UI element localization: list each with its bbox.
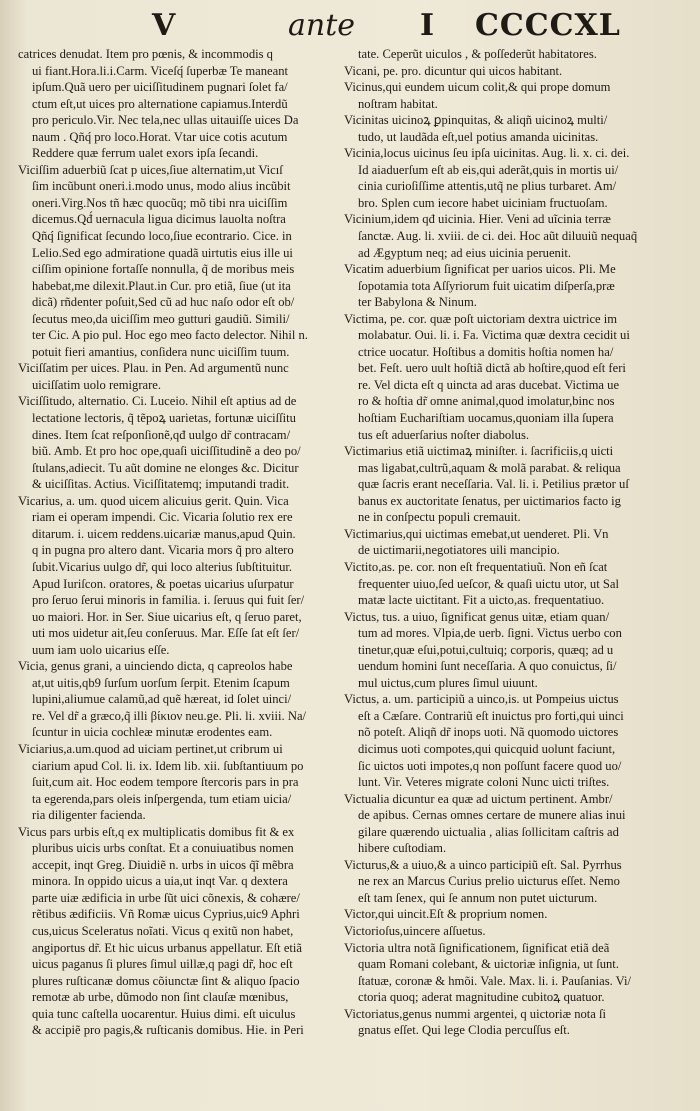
text-line: ctum eſt,ut uices pro alternatione capiamus.Interdũ	[32, 96, 288, 111]
text-line: ciſſim opinione fortaſſe nonnulla, q̃ de moribus meis	[32, 262, 295, 277]
text-line: hibere cuſtodiam.	[358, 841, 447, 856]
left-column	[18, 46, 336, 1039]
text-line: lupini,aliumue calamũ,ad quẽ hæreat, id ſolet uinci/	[32, 692, 292, 707]
text-line: ui fiant.Hora.li.i.Carm. Viceſq́ ſuperbæ Te maneant	[32, 63, 289, 78]
text-line: potuit fieri amantius, conſidera nunc uiciſſim tuum.	[32, 344, 290, 359]
text-line: ſic uictos uoti impotes,q non poſſunt facere quod uo/	[358, 758, 622, 773]
text-line: bro. Splen cum iecore habet uiciniam fructuoſam.	[358, 195, 608, 210]
text-line: uum iam uolo uicarius eſſe.	[32, 642, 170, 657]
text-line: ditarum. i. uicem reddens.uicariæ manus,apud Quin.	[32, 526, 296, 541]
text-line: ſtatuæ, coronæ & hmõi. Vale. Max. li. i. Pauſanias. Vi/	[358, 973, 632, 988]
text-line: ne in conſpectu populi cremauit.	[358, 510, 521, 525]
text-line: hoſtiam Euchariſtiam uocamus,quoniam illa ſupera	[358, 411, 614, 426]
text-line: plures ruſticanæ domus cõiunctæ ſint & aliquo ſpacio	[32, 973, 300, 988]
text-line: dicimus uoti compotes,qui quicquid uolunt faciunt,	[358, 741, 616, 756]
text-line: Qñq́ ſignificat ſecundo loco,ſiue econtrario. Cice. in	[32, 229, 292, 244]
text-line: Victorioſus,uincere aſſuetus.	[344, 923, 486, 938]
text-line: parte uiæ ædificia in urbe ſũt uici cõnexis, & cohære/	[32, 890, 300, 905]
text-line: Victito,as. pe. cor. non eſt frequentatiuũ. Non eñ ſcat	[344, 559, 608, 574]
text-line: noſtram habitat.	[358, 96, 438, 111]
text-line: eſt tam ſenex, qui ſe annum non putet uicturum.	[358, 890, 598, 905]
text-line: de uictimarii,negotiatores uili mancipio.	[358, 543, 560, 558]
text-line: uendum homini ſunt neceſſaria. A quo conuictus, ſi/	[358, 659, 617, 674]
text-line: quæ ſacris erant neceſſaria. Val. li. i. Petilius prætor uſ	[358, 477, 629, 492]
text-line: Viciſſitudo, alternatio. Ci. Luceio. Nihil eſt aptius ad de	[18, 394, 297, 409]
text-line: ſubit.Vicarius uulgo dr̃, qui loco alterius ſubſtituitur.	[32, 559, 293, 574]
text-line: rẽtibus ædificiis. Vñ Romæ uicus Cyprius,uic9 Aphri	[32, 907, 300, 922]
text-line: Victus, tus. a uiuo, ſignificat genus uitæ, etiam quan/	[344, 609, 610, 624]
text-line: ter Cic. A pio pul. Hoc ego meo facto delector. Nihil n.	[32, 328, 308, 343]
text-line: Victoriatus,genus nummi argentei, q uictoriæ nota ſi	[344, 1006, 607, 1021]
text-line: dicã) rñdenter poſuit,Sed cũ ad huc naſo odor eſt ob/	[32, 295, 295, 310]
text-line: Viciarius,a.um.quod ad uiciam pertinet,ut cribrum ui	[18, 741, 283, 756]
header-letter-right: I	[420, 8, 435, 43]
text-line: Vicani, pe. pro. dicuntur qui uicos habitant.	[344, 63, 563, 78]
text-line: Vicinium,idem qđ uicinia. Hier. Veni ad uĩcinia terræ	[344, 212, 611, 227]
text-line: quia tunc caſtella uocarentur. Huius dimi. eſt uiculus	[32, 1006, 296, 1021]
text-line: ter Babylona & Ninum.	[358, 295, 477, 310]
text-line: re. Vel dicta eſt q uincta ad aras ducebat. Victima ue	[358, 377, 620, 392]
text-line: Reddere quæ ferrum ualet exors ipſa ſecandi.	[32, 146, 259, 161]
text-line: Viciſſim aduerbiũ ſcat p uices,ſiue alternatim,ut Vicıſ	[18, 162, 283, 177]
text-line: ſcuntur in uicia cochleæ minutæ erodentes eam.	[32, 725, 273, 740]
text-line: dines. Item ſcat reſponſionẽ,qđ uulgo dr̃ contracam/	[32, 427, 291, 442]
text-line: pro periculo.Vir. Nec tela,nec ullas uitauiſſe uices Da	[32, 113, 299, 128]
text-line: ſanctæ. Aug. li. xviii. de ci. dei. Hoc aũt diluuiũ nequaq̃	[358, 229, 638, 244]
text-line: ne rex an Marcus Curius prelio uicturus eſſet. Nemo	[358, 874, 620, 889]
text-line: Vicus pars urbis eſt,q ex multiplicatis domibus fit & ex	[18, 824, 295, 839]
text-line: Viciſſatim per uices. Plau. in Pen. Ad argumentũ nunc	[18, 361, 289, 376]
text-line: tate. Ceperũt uiculos , & poſſederũt habitatores.	[358, 47, 597, 61]
text-line: ipſum.Quã uero per uiciſſitudinem pugnari ſolet fa/	[32, 80, 288, 95]
text-line: Vicinitas uicinoꝝ ꝑpinquitas, & aliqñ uicinoꝝ multi/	[344, 113, 608, 128]
text-line: ſuit,cum ait. Hoc eodem tempore ſtercoris pars in pra	[32, 775, 299, 790]
text-line: dicemus.Qđ́ uernacula ligua dicimus lauolta noſtra	[32, 212, 286, 227]
text-line: riam ei operam impendi. Cic. Vicaria ſolutio rex ere	[32, 510, 293, 525]
text-line: uti mos uidetur ait,ſeu conſeruus. Mar. Eſſe ſat eſt ſer/	[32, 626, 300, 641]
text-line: ctrice uocatur. Hoſtibus a domitis hoſtia nomen ha/	[358, 344, 614, 359]
text-line: uo maiori. Hor. in Ser. Siue uicarius eſt, q ſeruo paret,	[32, 609, 302, 624]
text-line: naum . Qñq́ pro loco.Horat. Vtar uice cotis acutum	[32, 129, 288, 144]
text-line: ciarium apud Col. li. ix. Idem lib. xii. ſubſtantiuum po	[32, 758, 304, 773]
text-line: nõ poteſt. Aliqñ dr̃ inops uoti. Nã quomodo uictores	[358, 725, 619, 740]
text-line: Victimarius,qui uictimas emebat,ut uenderet. Pli. Vn	[344, 526, 609, 541]
text-line: Victoria ultra notã ſignificationem, ſignificat etiã deã	[344, 940, 610, 955]
text-line: & accipiẽ pro pagis,& ruſticanis domibus. Hie. in Peri	[32, 1023, 304, 1038]
text-line: Victima, pe. cor. quæ poſt uictoriam dextra uictrice im	[344, 311, 618, 326]
running-head: ante	[288, 8, 356, 43]
text-line: tudo, ut laudãda eſt,uel potius amanda uicinitas.	[358, 129, 599, 144]
text-line: gilare quærendo uictualia , alias ſollicitam caſtris ad	[358, 824, 619, 839]
text-line: ſtulans,adiecit. Tu aũt domine ne elonges &c. Dicitur	[32, 460, 299, 475]
page-header	[0, 8, 700, 50]
text-line: Apud Iuriſcon. oratores, & poetas uicarius uſurpatur	[32, 576, 294, 591]
text-line: banus ex auctoritate ſenatus, per uictimarios facto ig	[358, 493, 621, 508]
text-line: tus eſt aduerſarius noſter diabolus.	[358, 427, 530, 442]
text-line: accepit, inqt Greg. Diuidiẽ n. urbs in uicos q̃ĩ mẽbra	[32, 857, 294, 872]
text-line: Vicia, genus grani, a uinciendo dicta, q capreolos habe	[18, 659, 293, 674]
text-line: tum ad mores. Vlpia,de uerb. ſigni. Victus uerbo con	[358, 626, 622, 641]
right-column	[344, 46, 682, 1039]
text-line: biũ. Amb. Et pro hoc ope,quaſi uiciſſitudinẽ a deo po/	[32, 444, 301, 459]
text-line: gnatus eſſet. Qui lege Clodia percuſſus eſt.	[358, 1023, 570, 1038]
text-line: mas ligabat,cultrũ,aquam & molã parabat. & reliqua	[358, 460, 621, 475]
text-line: Victus, a. um. participiũ a uinco,is. ut Pompeius uictus	[344, 692, 619, 707]
text-line: eſt a Cæſare. Contrariũ eſt inuictus pro forti,qui uinci	[358, 708, 624, 723]
text-line: ta egerenda,pars oleis inſpergenda, tum etiam uicia/	[32, 791, 292, 806]
text-line: ro & hoſtia dr̃ omne animal,quod imolatur,binc nos	[358, 394, 615, 409]
text-line: Vicinus,qui eundem uicum colit,& qui prope domum	[344, 80, 611, 95]
text-line: habebat,me dilexit.Plaut.in Cur. pro etiã, ſiue (ut ita	[32, 278, 291, 293]
text-line: pro ſeruo ſerui minoris in familia. i. ſeruus qui fuit ſer/	[32, 593, 305, 608]
text-line: uiciſſatim uolo remigrare.	[32, 377, 162, 392]
text-line: bet. Feſt. uero uult hoſtiã dictã ab hoſtire,quod eſt feri	[358, 361, 626, 376]
text-line: & uiciſſitas. Actius. Viciſſitatemq; imputandi tradit.	[32, 477, 290, 492]
text-line: quam Romani colebant, & uictoriæ inſignia, ut ſunt.	[358, 957, 619, 972]
text-line: Id aiaduerſum eſt ab eis,qui aderãt,quis in mortis ui/	[358, 162, 619, 177]
text-line: angiportus dr̃. Et hic uicus urbanus appellatur. Eſt etiã	[32, 940, 303, 955]
text-line: re. Vel dr̃ a græco,q̃ illi βίκιον neu.ge. Pli. li. xviii. Na/	[32, 708, 307, 723]
text-line: pluribus uicis urbs conſtat. Et a conuiuatibus nomen	[32, 841, 294, 856]
text-line: ad Ægyptum neq; ad eius uicinia peruenit.	[358, 245, 571, 260]
text-line: ſim incũbunt oneri.i.modo unus, modo alius incũbit	[32, 179, 291, 194]
text-line: cinia curioſiſſime attentis,utq̃ ne plius turbaret. Am/	[358, 179, 617, 194]
text-line: minora. In oppido uicus a uia,ut inqt Var. q dextera	[32, 874, 288, 889]
text-line: matæ lacte uictitant. Fit a uicto,as. frequentatiuo.	[358, 593, 605, 608]
text-line: Vicarius, a. um. quod uicem alicuius gerit. Quin. Vica	[18, 493, 289, 508]
text-line: at,ut uitis,qb9 ſurſum uorſum ſerpit. Etenim ſcapum	[32, 675, 290, 690]
text-line: ria diligenter facienda.	[32, 808, 146, 823]
text-line: Victimarius etiã uictimaꝝ miniſter. i. ſacrificiis,q uicti	[344, 444, 614, 459]
text-line: Victualia dicuntur ea quæ ad uictum pertinent. Ambr/	[344, 791, 613, 806]
text-line: molabatur. Oui. li. i. Fa. Victima quæ dextra cecidit ui	[358, 328, 630, 343]
text-line: Vicinia,locus uicinus ſeu ipſa uicinitas. Aug. li. x. ci. dei.	[344, 146, 630, 161]
text-line: ſecutus meo,da uiciſſim meo gutturi gaudiũ. Simili/	[32, 311, 290, 326]
text-line: oneri.Virg.Nos tñ hæc quocũq; mõ tibi nra uiciſſim	[32, 195, 288, 210]
text-line: tinetur,quæ eſui,potui,cultuiq; corporis, quæq; ad u	[358, 642, 614, 657]
text-line: uicus paganus ſi plures ſimul uillæ,q pagi dr̃, hoc eſt	[32, 957, 293, 972]
text-line: ſopotamia tota Aſſyriorum fuit uicatim diſperſa,præ	[358, 278, 615, 293]
text-line: lunt. Vir. Veteres migrate coloni Nunc uicti triſtes.	[358, 775, 610, 790]
text-line: catrices denudat. Item pro pœnis, & incommodis q	[18, 47, 273, 61]
text-line: Vicatim aduerbium ſignificat per uarios uicos. Pli. Me	[344, 262, 616, 277]
text-line: ctoria quoq; aderat magnitudine cubitoꝝ quatuor.	[358, 990, 605, 1005]
text-line: q in pugna pro altero dant. Vicaria mors q̃ pro altero	[32, 543, 294, 558]
folio-number: CCCCXL	[475, 8, 621, 43]
text-line: lectatione lectoris, q̃ tẽpoꝝ uarietas, fortunæ uiciſſitu	[32, 411, 296, 426]
text-line: mul uictus,cum plures ſimul uiuunt.	[358, 675, 538, 690]
text-line: remotæ ab urbe, dũmodo non ſint clauſæ mœnibus,	[32, 990, 289, 1005]
text-line: Lelio.Sed ego admiratione quadã uirtutis eius ille ui	[32, 245, 293, 260]
text-line: de apibus. Cernas omnes certare de munere alias inui	[358, 808, 626, 823]
text-line: Victor,qui uincit.Eſt & proprium nomen.	[344, 907, 548, 922]
text-line: Victurus,& a uiuo,& a uinco participiũ eſt. Sal. Pyrrhus	[344, 857, 622, 872]
text-line: frequenter uiuo,ſed ueſcor, & quaſi uictu utor, ut Sal	[358, 576, 619, 591]
text-line: cus,uicus Sceleratus noĩati. Vicus q exitũ non habet,	[32, 923, 294, 938]
header-letter-left: V	[152, 8, 176, 43]
